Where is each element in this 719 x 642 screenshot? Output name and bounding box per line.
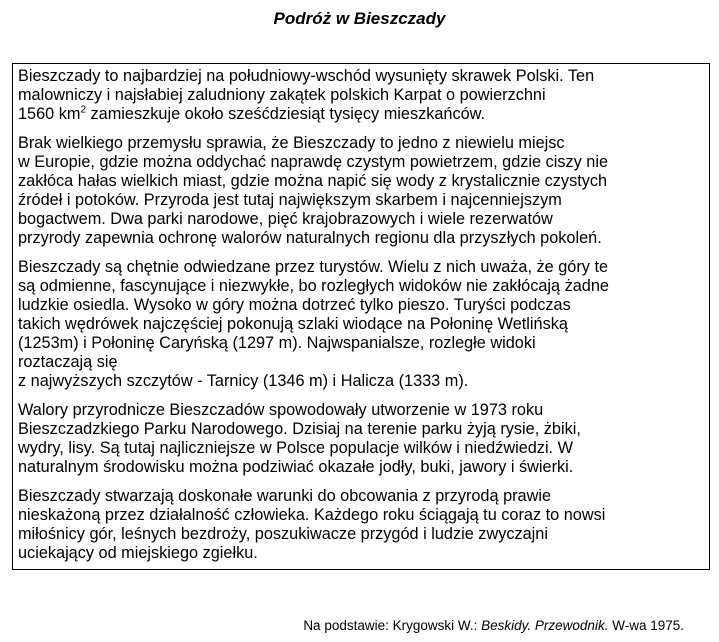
paragraph-1 — [18, 67, 704, 124]
paragraph-5 — [18, 487, 704, 563]
text-box — [12, 63, 710, 570]
paragraph-4 — [18, 401, 704, 477]
document-title: Podróż w Bieszczady — [273, 9, 446, 28]
source-citation — [303, 618, 684, 633]
text-line: bogactwem. Dwa parki narodowe, pięć krajobrazowych i wiele rezerwatów — [18, 210, 553, 228]
text-line: 1560 km — [18, 105, 81, 123]
text-line: źródeł i potoków. Przyroda jest tutaj największym skarbem i najcenniejszym — [18, 191, 562, 209]
text-line: przyrody zapewnia ochronę walorów naturalnych regionu dla przyszłych pokoleń. — [18, 229, 602, 247]
source-prefix: Na podstawie: Krygowski W.: — [303, 618, 482, 633]
text-line: z najwyższych szczytów - Tarnicy (1346 m) i Halicza (1333 m). — [18, 372, 469, 390]
superscript: 2 — [80, 104, 87, 116]
text-line: nieskażoną przez działalność człowieka. Każdego roku ściągają tu coraz to nowsi — [18, 506, 606, 524]
text-line: Bieszczady stwarzają doskonałe warunki do obcowania z przyrodą prawie — [18, 487, 552, 505]
text-line: w Europie, gdzie można oddychać naprawdę czystym powietrzem, gdzie ciszy nie — [18, 153, 609, 171]
text-line: Walory przyrodnicze Bieszczadów spowodowały utworzenie w 1973 roku — [18, 401, 544, 419]
text-line: naturalnym środowisku można podziwiać okazałe jodły, buki, jawory i świerki. — [18, 458, 574, 476]
text-line: ludzkie osiedla. Wysoko w góry można dotrzeć tylko pieszo. Turyści podczas — [18, 296, 571, 314]
text-line: Bieszczady to najbardziej na południowy-wschód wysunięty skrawek Polski. Ten — [18, 67, 595, 85]
paragraph-3 — [18, 258, 704, 391]
source-book-title: Beskidy. Przewodnik. — [481, 618, 609, 633]
text-line: miłośnicy gór, leśnych bezdroży, poszukiwacze przygód i ludzie zwyczajni — [18, 525, 548, 543]
source-suffix: W-wa 1975. — [608, 618, 684, 633]
paragraph-2 — [18, 134, 704, 248]
text-line: malowniczy i najsłabiej zaludniony zakątek polskich Karpat o powierzchni — [18, 86, 546, 104]
text-line: roztaczają się — [18, 353, 118, 371]
text-line: Bieszczadzkiego Parku Narodowego. Dzisiaj na terenie parku żyją rysie, żbiki, — [18, 420, 581, 438]
text-line: uciekający od miejskiego zgiełku. — [18, 544, 258, 562]
text-line: takich wędrówek najczęściej pokonują szlaki wiodące na Połoninę Wetlińską — [18, 315, 568, 333]
text-line: wydry, lisy. Są tutaj najliczniejsze w Polsce populacje wilków i niedźwiedzi. W — [18, 439, 573, 457]
text-line: zamieszkuje około sześćdziesiąt tysięcy mieszkańców. — [86, 105, 486, 123]
text-line: są odmienne, fascynujące i niezwykłe, bo rozległych widoków nie zakłócają żadne — [18, 277, 609, 295]
text-line: zakłóca hałas wielkich miast, gdzie można napić się wody z krystalicznie czystych — [18, 172, 608, 190]
text-line: (1253m) i Połoninę Caryńską (1297 m). Najwspanialsze, rozległe widoki — [18, 334, 536, 352]
text-line: Bieszczady są chętnie odwiedzane przez turystów. Wielu z nich uważa, że góry te — [18, 258, 609, 276]
text-line: Brak wielkiego przemysłu sprawia, że Bieszczady to jedno z niewielu miejsc — [18, 134, 565, 152]
